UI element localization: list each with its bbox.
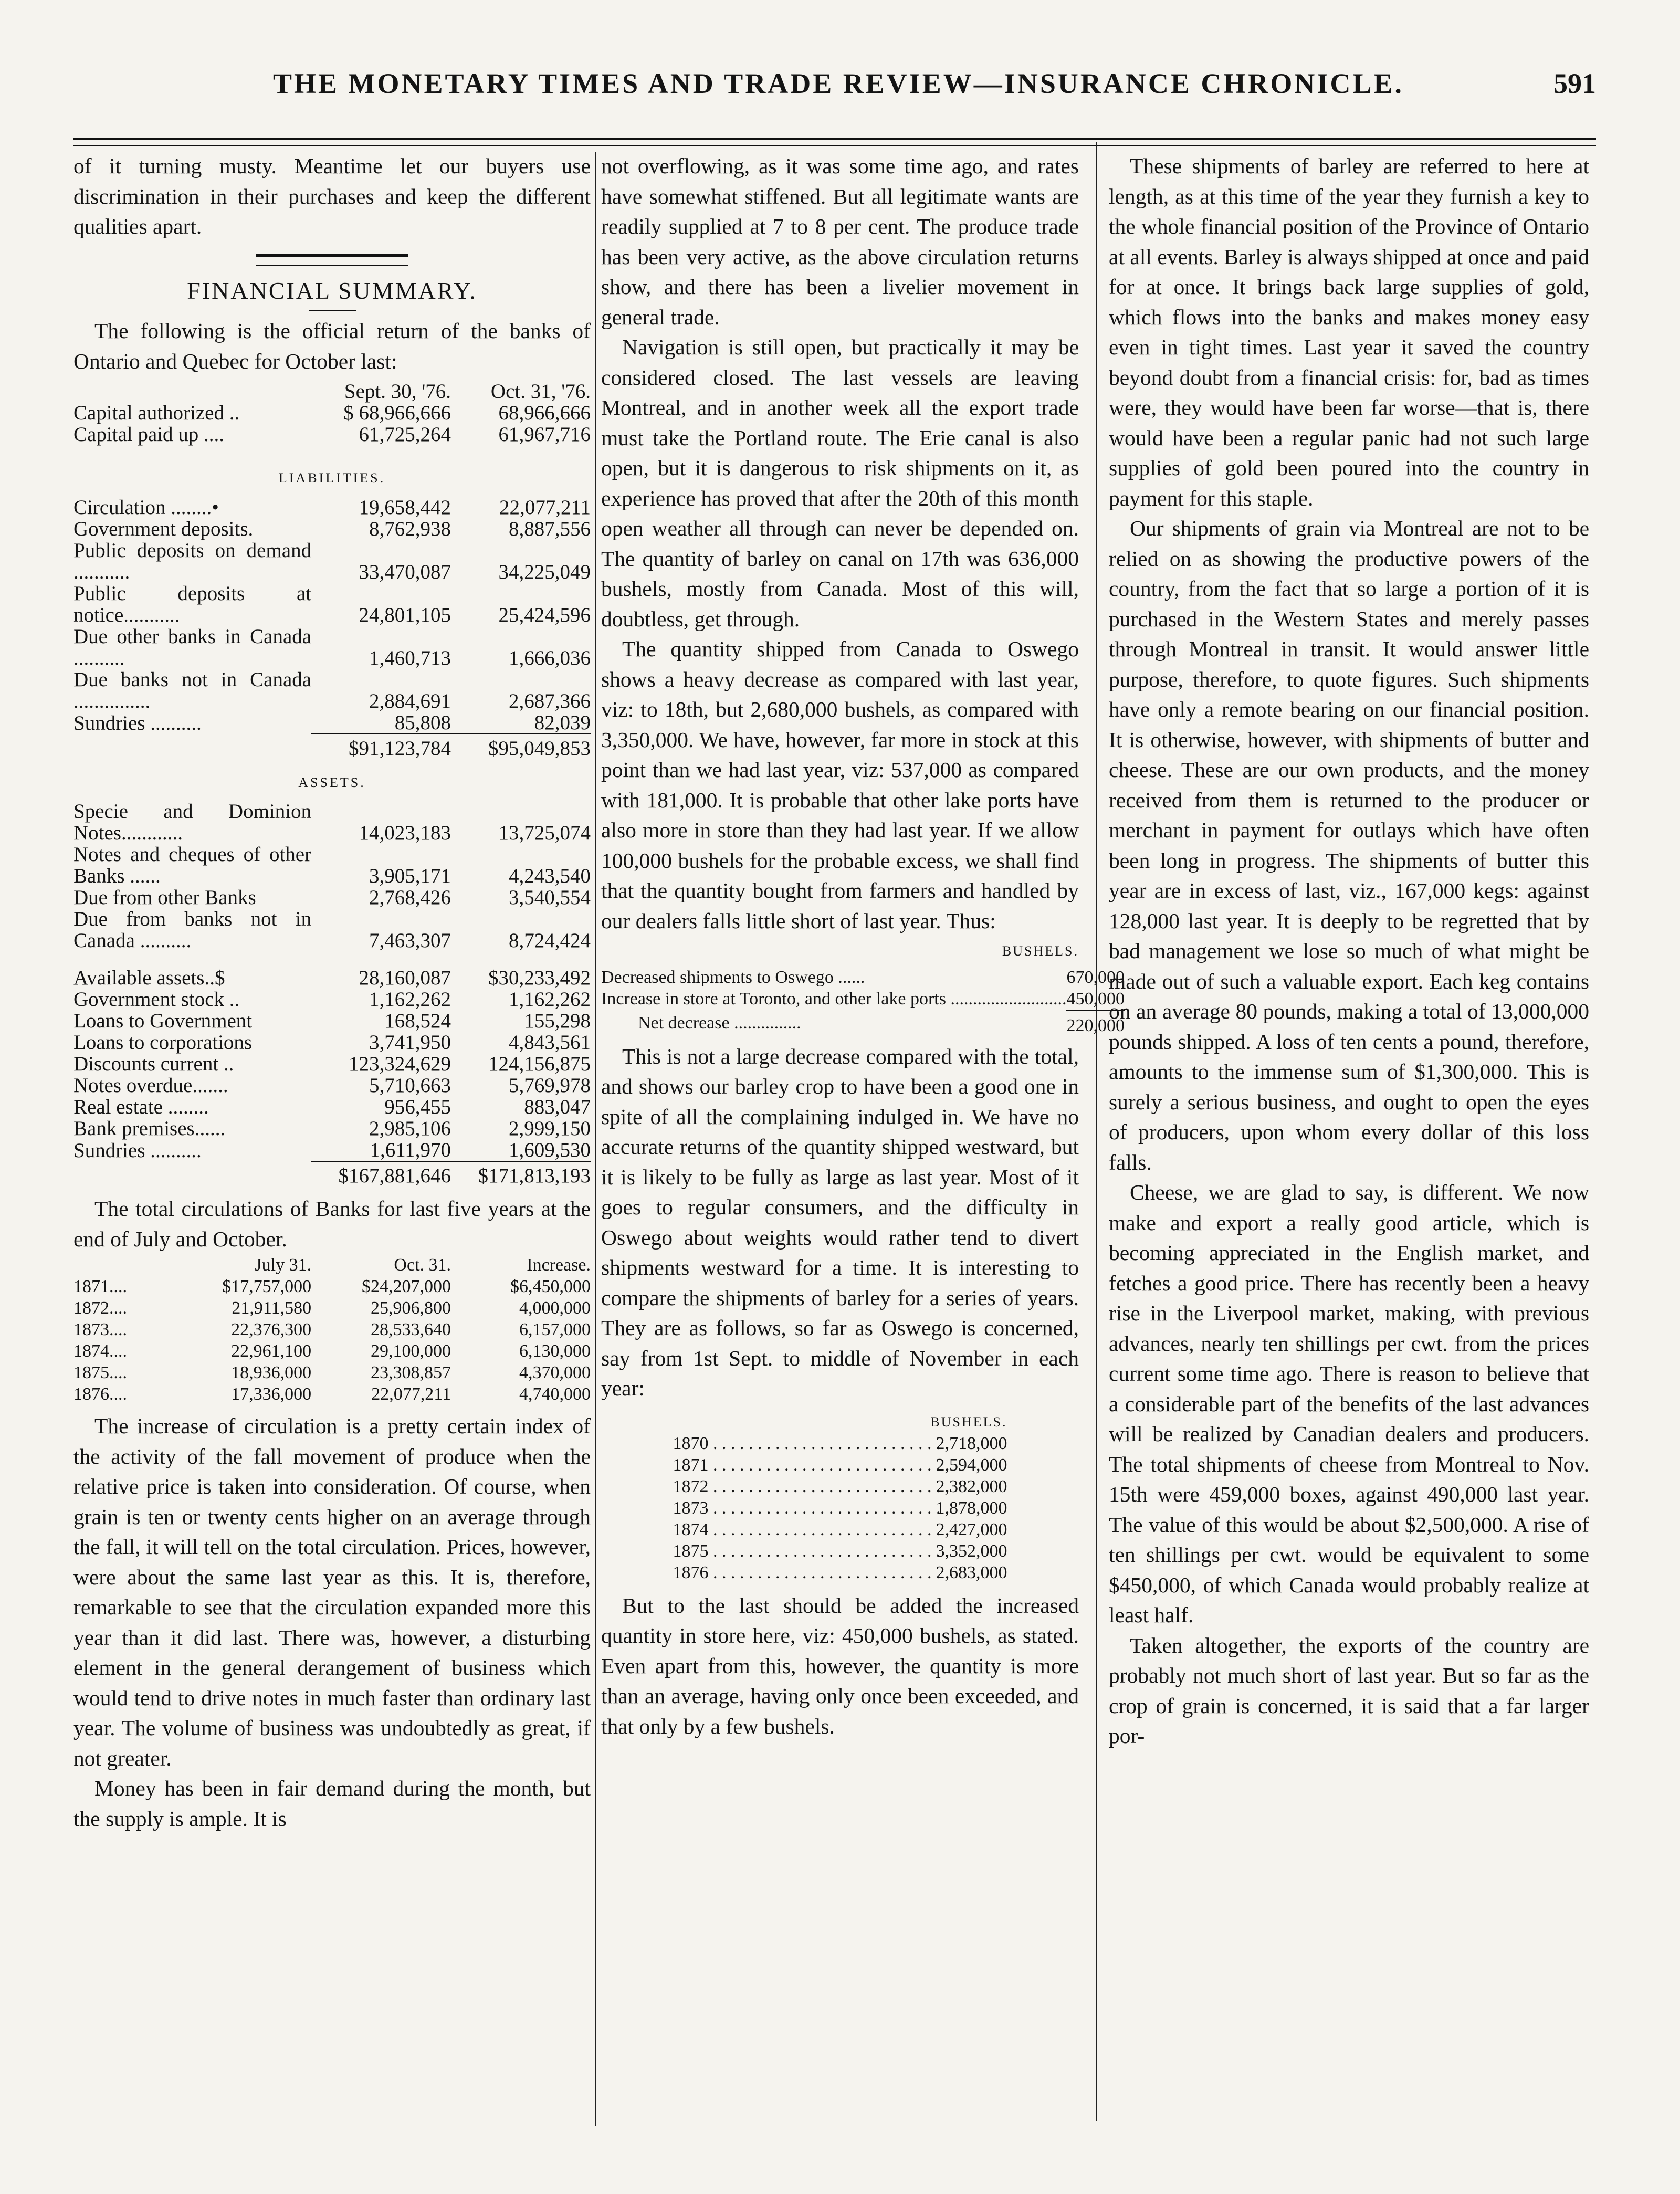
cell-value: 34,225,049 bbox=[498, 560, 591, 583]
header-rule-thin bbox=[74, 145, 1596, 146]
table-row bbox=[74, 1053, 591, 1075]
row-label: 1874.... bbox=[74, 1341, 127, 1361]
bank-return-table bbox=[74, 381, 591, 445]
assets-table bbox=[74, 801, 591, 951]
cell-value: 2,382,000 bbox=[936, 1476, 1007, 1496]
assets-table-2 bbox=[74, 967, 591, 1187]
table-row bbox=[74, 1010, 591, 1032]
table-row bbox=[673, 1540, 1007, 1562]
row-label: Specie and Dominion Notes............ bbox=[74, 800, 312, 844]
cell-value: $24,207,000 bbox=[362, 1277, 452, 1296]
leader-dots: . . . . . . . . . . . . . . . . . . . . . . . . . . . bbox=[712, 1498, 950, 1518]
cell-value: 4,000,000 bbox=[519, 1298, 591, 1318]
cell-value: 22,077,211 bbox=[371, 1384, 452, 1404]
table-row bbox=[601, 988, 1125, 1010]
table-row bbox=[74, 583, 591, 626]
cell-value: 22,961,100 bbox=[231, 1341, 312, 1361]
cell-value: 2,683,000 bbox=[936, 1562, 1007, 1582]
paragraph: not overflowing, as it was some time ago, and rates have somewhat stiffened. But all legitimate wants are readily supplied at 7 to 8 per cent. The produce trade has been very active, as the above circulation returns show, and there has been a livelier movement in general trade. bbox=[601, 154, 1079, 329]
column-header: BUSHELS. bbox=[930, 1414, 1007, 1430]
table-row bbox=[74, 801, 591, 844]
cell-value: 1,162,262 bbox=[369, 988, 452, 1011]
cell-value: 1,666,036 bbox=[509, 646, 591, 669]
cell-value: 4,843,561 bbox=[509, 1031, 591, 1054]
cell-value: $167,881,646 bbox=[311, 1161, 451, 1187]
table-caption: BUSHELS. bbox=[1002, 943, 1079, 959]
row-label: Sundries .......... bbox=[74, 1139, 202, 1162]
cell-value: 61,967,716 bbox=[498, 423, 591, 446]
cell-value: $6,450,000 bbox=[510, 1277, 591, 1296]
row-label: Government stock .. bbox=[74, 988, 240, 1011]
cell-value: 4,740,000 bbox=[519, 1384, 591, 1404]
paragraph: These shipments of barley are referred to here at length, as at this time of the year they furnish a key to the whole financial position of the Province of Ontario at all events. Barley is always shipped at once and paid for at once. It brings back large supplies of gold, which flows into the banks and makes money easy even in tight times. Last year it saved the country beyond doubt from a financial crisis: for, bad as times were, they would have been far worse—that is, there would have been a regular panic had not such large supplies of gold been poured into the country in payment for this staple. bbox=[1109, 154, 1589, 510]
row-label: Loans to Government bbox=[74, 1010, 253, 1032]
row-label: 1876.... bbox=[74, 1384, 127, 1404]
cell-value: 1,609,530 bbox=[509, 1139, 591, 1161]
row-label: Public deposits on demand ........... bbox=[74, 539, 312, 583]
cell-value: 1,162,262 bbox=[509, 988, 591, 1011]
row-label: 1874 bbox=[673, 1519, 709, 1539]
row-label: 1871 bbox=[673, 1455, 709, 1475]
cell-value: 220,000 bbox=[1066, 1010, 1125, 1036]
cell-value: 33,470,087 bbox=[359, 560, 452, 583]
paragraph: But to the last should be added the increased quantity in store here, viz: 450,000 bushels, as stated. Even apart from this, however, the quantity is more than an average, having only once been exceeded, and that only by a few bushels. bbox=[601, 1593, 1079, 1738]
leader-dots: . . . . . . . . . . . . . . . . . . . . . . . . . . . bbox=[712, 1541, 950, 1561]
cell-value: 28,160,087 bbox=[359, 967, 452, 989]
cell-value: 5,710,663 bbox=[369, 1074, 452, 1097]
cell-value: 1,878,000 bbox=[936, 1498, 1007, 1518]
column-3 bbox=[1109, 151, 1589, 1751]
cell-value: 168,524 bbox=[384, 1010, 452, 1032]
cell-value: 4,370,000 bbox=[519, 1363, 591, 1382]
table-caption: LIABILITIES. bbox=[278, 470, 386, 486]
table-row bbox=[74, 712, 591, 734]
row-label: Bank premises...... bbox=[74, 1117, 226, 1140]
cell-value: 24,801,105 bbox=[359, 603, 452, 626]
row-label: Government deposits. bbox=[74, 517, 254, 540]
row-label: Net decrease ............... bbox=[638, 1013, 801, 1033]
cell-value: 450,000 bbox=[1066, 989, 1125, 1009]
cell-value: 2,427,000 bbox=[936, 1519, 1007, 1539]
row-label: Capital paid up .... bbox=[74, 423, 225, 446]
cell-value: 13,725,074 bbox=[498, 822, 591, 844]
paragraph: Navigation is still open, but practically it may be considered closed. The last vessels are leaving Montreal, and in another week all the export trade must take the Portland route. The Erie canal is also open, but it is dangerous to risk shipments on it, as experience has proved that after the 20th of this month open weather all through can never be depended on. The quantity of barley on canal on 17th was 636,000 bushels, mostly from Canada. Most of this will, doubtless, get through. bbox=[601, 335, 1079, 631]
cell-value: 3,741,950 bbox=[369, 1031, 452, 1054]
table-row bbox=[74, 887, 591, 908]
liabilities-table bbox=[74, 497, 591, 759]
total-row bbox=[601, 1010, 1125, 1036]
page-number: 591 bbox=[1553, 68, 1596, 99]
cell-value: $ 68,966,666 bbox=[343, 402, 452, 424]
cell-value: 6,157,000 bbox=[519, 1320, 591, 1339]
table-row bbox=[673, 1519, 1007, 1540]
column-divider bbox=[1096, 142, 1097, 2121]
cell-value: 19,658,442 bbox=[359, 496, 452, 519]
cell-value: 2,594,000 bbox=[936, 1455, 1007, 1475]
total-row bbox=[74, 734, 591, 759]
cell-value: 2,768,426 bbox=[369, 886, 452, 909]
cell-value: 3,540,554 bbox=[509, 886, 591, 909]
row-label: Capital authorized .. bbox=[74, 402, 240, 424]
row-label: Discounts current .. bbox=[74, 1053, 234, 1075]
column-header: Oct. 31. bbox=[394, 1255, 452, 1275]
paragraph: The quantity shipped from Canada to Oswego shows a heavy decrease as compared with last year, viz: to 18th, but 2,680,000 bushels, as compared with 3,350,000. We have, however, far more in stock at this point than we had last year, viz: 537,000 as compared with 181,000. It is probable that other lake ports have also more in store than they had last year. If we allow 100,000 bushels for the probable excess, we shall find that the quantity bought from farmers and handled by our dealers falls little short of last year. Thus: bbox=[601, 637, 1079, 933]
barley-years-table bbox=[673, 1411, 1007, 1583]
row-label: Due from other Banks bbox=[74, 886, 256, 909]
row-label: 1875.... bbox=[74, 1363, 127, 1382]
row-label: 1876 bbox=[673, 1562, 709, 1582]
cell-value: 2,999,150 bbox=[509, 1117, 591, 1140]
table-row bbox=[74, 1032, 591, 1053]
cell-value: 61,725,264 bbox=[359, 423, 452, 446]
cell-value: 82,039 bbox=[534, 711, 591, 734]
table-row bbox=[74, 540, 591, 583]
leader-dots: . . . . . . . . . . . . . . . . . . . . . . . . . . . bbox=[712, 1433, 950, 1453]
table-row bbox=[74, 989, 591, 1010]
circulation-table bbox=[74, 1254, 591, 1405]
page-header bbox=[74, 62, 1596, 120]
table-row bbox=[74, 424, 591, 445]
cell-value: 3,905,171 bbox=[369, 865, 452, 887]
total-row bbox=[74, 1161, 591, 1187]
cell-value: 2,718,000 bbox=[936, 1433, 1007, 1453]
table-row bbox=[74, 967, 591, 989]
cell-value: $95,049,853 bbox=[451, 734, 591, 759]
table-header-row bbox=[673, 1411, 1007, 1433]
table-row bbox=[673, 1562, 1007, 1583]
cell-value: 28,533,640 bbox=[371, 1320, 452, 1339]
cell-value: 7,463,307 bbox=[369, 929, 452, 952]
row-label: 1872 bbox=[673, 1476, 709, 1496]
cell-value: 29,100,000 bbox=[371, 1341, 452, 1361]
paragraph: The following is the official return of the banks of Ontario and Quebec for October last: bbox=[74, 319, 591, 373]
column-header: Increase. bbox=[527, 1255, 591, 1275]
cell-value: 23,308,857 bbox=[371, 1363, 452, 1382]
paragraph: Taken altogether, the exports of the country are probably not much short of last year. But so far as the crop of grain is concerned, it is said that a far larger por- bbox=[1109, 1633, 1589, 1748]
row-label: Available assets..$ bbox=[74, 967, 225, 989]
cell-value: 124,156,875 bbox=[488, 1053, 591, 1075]
cell-value: 2,687,366 bbox=[509, 689, 591, 712]
table-row bbox=[74, 844, 591, 887]
cell-value: 25,424,596 bbox=[498, 603, 591, 626]
section-divider bbox=[256, 254, 408, 266]
row-label: 1871.... bbox=[74, 1277, 127, 1296]
paragraph: Money has been in fair demand during the month, but the supply is ample. It is bbox=[74, 1776, 591, 1831]
cell-value: 956,455 bbox=[384, 1096, 452, 1118]
cell-value: 2,985,106 bbox=[369, 1117, 452, 1140]
leader-dots: . . . . . . . . . . . . . . . . . . . . . . . . . . . bbox=[712, 1476, 950, 1496]
cell-value: 3,352,000 bbox=[936, 1541, 1007, 1561]
cell-value: 2,884,691 bbox=[369, 689, 452, 712]
cell-value: 17,336,000 bbox=[231, 1384, 312, 1404]
table-row bbox=[74, 1319, 591, 1340]
table-row bbox=[74, 1276, 591, 1297]
table-row bbox=[74, 1340, 591, 1362]
column-header: Oct. 31, '76. bbox=[490, 380, 591, 403]
cell-value: 25,906,800 bbox=[371, 1298, 452, 1318]
table-row bbox=[74, 1362, 591, 1383]
table-header-row bbox=[74, 1254, 591, 1276]
row-label: Circulation ........• bbox=[74, 496, 219, 519]
row-label: Public deposits at notice........... bbox=[74, 582, 312, 626]
cell-value: 8,887,556 bbox=[509, 517, 591, 540]
cell-value: 883,047 bbox=[524, 1096, 591, 1118]
cell-value: 68,966,666 bbox=[498, 402, 591, 424]
table-row bbox=[74, 669, 591, 712]
row-label: 1875 bbox=[673, 1541, 709, 1561]
cell-value: 22,077,211 bbox=[499, 496, 591, 519]
paragraph: Cheese, we are glad to say, is different. We now make and export a really good article, which is becoming appreciated in the English market, and fetches a good price. There has recently been a heavy rise in the Liverpool market, making, with previous advances, nearly ten shillings per cwt. from the prices current some time ago. There is reason to believe that a considerable part of the benefits of the last advances will be realized by Canadian dealers and producers. The total shipments of cheese from Montreal to Nov. 15th were 459,000 boxes, against 490,000 last year. The value of this would be about $2,500,000. A rise of ten shillings per cwt. would be equivalent to some $450,000, of which Canada would probably realize at least half. bbox=[1109, 1180, 1589, 1627]
table-row bbox=[673, 1476, 1007, 1497]
row-label: Due other banks in Canada .......... bbox=[74, 625, 312, 669]
divider bbox=[309, 310, 356, 311]
table-row bbox=[74, 497, 591, 518]
cell-value: 8,724,424 bbox=[509, 929, 591, 952]
row-label: Increase in store at Toronto, and other lake ports .......................... bbox=[601, 989, 1067, 1009]
paragraph: The increase of circulation is a pretty certain index of the activity of the fall movement of produce when the relative price is taken into consideration. Of course, when grain is ten or twenty cents higher on an average through the fall, it will tell on the total circulation. Prices, however, were about the same last year as this. It is, therefore, remarkable to see that the circulation expanded more this year than it did last. There was, however, a disturbing element in the general derangement of business which would tend to drive notes in much faster than ordinary last year. The volume of business was undoubtedly as great, if not greater. bbox=[74, 1414, 591, 1770]
cell-value: 22,376,300 bbox=[231, 1320, 312, 1339]
cell-value: $91,123,784 bbox=[311, 734, 451, 759]
leader-dots: . . . . . . . . . . . . . . . . . . . . . . . . . . . bbox=[712, 1455, 950, 1475]
table-row bbox=[673, 1454, 1007, 1476]
table-row bbox=[74, 1139, 591, 1161]
cell-value: 5,769,978 bbox=[509, 1074, 591, 1097]
cell-value: $17,757,000 bbox=[222, 1277, 312, 1296]
table-row bbox=[74, 1075, 591, 1096]
paragraph: Our shipments of grain via Montreal are not to be relied on as showing the productive powers of the country, from the fact that so large a portion of it is purchased in the Western States and merely passes through Montreal in transit. It would answer little purpose, therefore, to quote figures. Such shipments have only a remote bearing on our financial position. It is otherwise, however, with shipments of butter and cheese. These are our own products, and the money received from them is returned to the producer or merchant in payment for outlays which have often been long in progress. The shipments of butter this year are in excess of last, viz., 167,000 kegs: against 128,000 last year. It is deeply to be regretted that by bad management we lose so much of what might be made out of such a valuable export. Each keg contains on an average 80 pounds, making a total of 13,000,000 pounds shipped. A loss of ten cents a pound, therefore, amounts to the immense sum of $1,300,000. This is surely a serious business, and ought to open the eyes of producers, upon whom every dollar of this loss falls. bbox=[1109, 516, 1589, 1174]
leader-dots: . . . . . . . . . . . . . . . . . . . . . . . . . . . bbox=[712, 1562, 950, 1582]
publication-title: THE MONETARY TIMES AND TRADE REVIEW—INSURANCE CHRONICLE. bbox=[273, 68, 1404, 99]
table-row bbox=[74, 1118, 591, 1139]
paragraph: of it turning musty. Meantime let our buyers use discrimination in their purchases and keep the different qualities apart. bbox=[74, 154, 591, 238]
row-label: Decreased shipments to Oswego ...... bbox=[601, 967, 865, 987]
leader-dots: . . . . . . . . . . . . . . . . . . . . . . . . . . . bbox=[712, 1519, 950, 1539]
paragraph: The total circulations of Banks for last five years at the end of July and October. bbox=[74, 1196, 591, 1251]
table-row bbox=[74, 1096, 591, 1118]
table-row bbox=[74, 626, 591, 669]
cell-value: 1,611,970 bbox=[370, 1139, 452, 1161]
column-header: July 31. bbox=[255, 1255, 312, 1275]
row-label: 1872.... bbox=[74, 1298, 127, 1318]
cell-value: $171,813,193 bbox=[451, 1161, 591, 1187]
table-row bbox=[74, 402, 591, 424]
cell-value: 670,000 bbox=[1066, 967, 1125, 987]
table-header-row bbox=[74, 381, 591, 402]
section-title: FINANCIAL SUMMARY. bbox=[187, 277, 477, 304]
table-row bbox=[74, 1383, 591, 1405]
table-row bbox=[673, 1433, 1007, 1454]
row-label: 1873 bbox=[673, 1498, 709, 1518]
header-rule bbox=[74, 138, 1596, 140]
column-header: Sept. 30, '76. bbox=[344, 380, 452, 403]
table-row bbox=[74, 518, 591, 540]
cell-value: 123,324,629 bbox=[349, 1053, 452, 1075]
column-2 bbox=[601, 151, 1125, 1741]
row-label: 1870 bbox=[673, 1433, 709, 1453]
row-label: 1873.... bbox=[74, 1320, 127, 1339]
cell-value: 8,762,938 bbox=[369, 517, 452, 540]
row-label: Notes and cheques of other Banks ...... bbox=[74, 843, 312, 887]
cell-value: $30,233,492 bbox=[488, 967, 591, 989]
cell-value: 18,936,000 bbox=[231, 1363, 312, 1382]
table-row bbox=[74, 908, 591, 951]
table-row bbox=[74, 1297, 591, 1319]
cell-value: 85,808 bbox=[394, 711, 452, 734]
cell-value: 155,298 bbox=[524, 1010, 591, 1032]
row-label: Real estate ........ bbox=[74, 1096, 209, 1118]
row-label: Due banks not in Canada ............... bbox=[74, 668, 312, 712]
cell-value: 1,460,713 bbox=[369, 646, 452, 669]
cell-value: 14,023,183 bbox=[359, 822, 452, 844]
table-caption: ASSETS. bbox=[298, 774, 366, 790]
row-label: Due from banks not in Canada .......... bbox=[74, 908, 312, 952]
row-label: Sundries .......... bbox=[74, 711, 202, 734]
paragraph: This is not a large decrease compared with the total, and shows our barley crop to have been a good one in spite of all the complaining indulged in. We have no accurate returns of the quantity shipped westward, but it is likely to be fully as large as last year. Most of it goes to regular consumers, and the difficulty in Oswego about weights would rather tend to divert shipments westward for a time. It is interesting to compare the shipments of barley for a series of years. They are as follows, so far as Oswego is concerned, say from 1st Sept. to middle of November in each year: bbox=[601, 1044, 1079, 1400]
table-row bbox=[673, 1497, 1007, 1519]
column-divider bbox=[595, 152, 596, 2126]
table-row bbox=[601, 967, 1125, 988]
column-1 bbox=[74, 151, 591, 1834]
cell-value: 4,243,540 bbox=[509, 865, 591, 887]
barley-calc-table bbox=[601, 967, 1125, 1036]
cell-value: 21,911,580 bbox=[232, 1298, 312, 1318]
row-label: Loans to corporations bbox=[74, 1031, 253, 1054]
row-label: Notes overdue....... bbox=[74, 1074, 228, 1097]
cell-value: 6,130,000 bbox=[519, 1341, 591, 1361]
